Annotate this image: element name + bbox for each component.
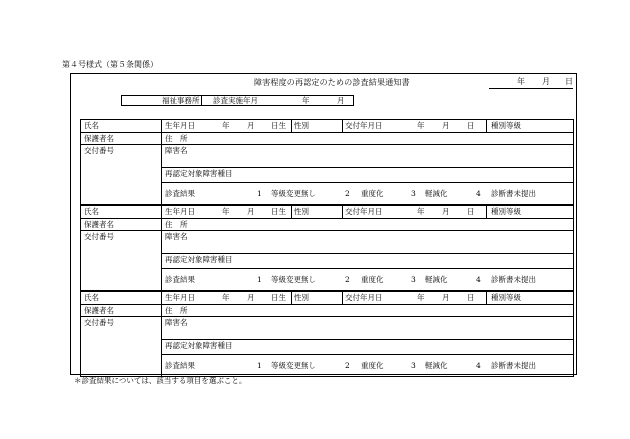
record-3-rule (161, 354, 574, 355)
record-2-issue-day: 日 (467, 207, 475, 216)
record-1-birth-day: 日生 (271, 121, 286, 130)
record-2-option-2-text: 重度化 (361, 275, 384, 284)
record-1-option-2-number: 2 (345, 189, 350, 198)
record-1-sex-label: 性別 (294, 121, 309, 130)
record-1-rule (161, 182, 574, 183)
form-number-label: 第４号様式（第５条関係） (62, 60, 158, 69)
record-3-sex-label: 性別 (294, 293, 309, 302)
issue-date-day: 日 (565, 77, 573, 86)
record-1-name-label: 氏名 (84, 121, 99, 130)
record-3-name-label: 氏名 (84, 293, 99, 302)
footnote: ＊診査結果については、該当する項目を選ぶこと。 (74, 376, 247, 385)
record-1-col-divider (342, 119, 343, 132)
record-2-sex-label: 性別 (294, 207, 309, 216)
record-1-option-3-number: 3 (411, 189, 416, 198)
record-1-option-2-text: 重度化 (361, 189, 384, 198)
record-2-col-divider (291, 205, 292, 218)
record-2-grade-label: 種別等級 (491, 207, 521, 216)
record-3-issue-year: 年 (417, 293, 425, 302)
record-1-birthdate-label: 生年月日 (165, 121, 195, 130)
record-2-issue-date-label: 交付年月日 (345, 207, 383, 216)
issue-date-month: 月 (542, 77, 550, 86)
record-2-issue-month: 月 (442, 207, 450, 216)
record-3-col-divider (342, 291, 343, 304)
record-2-col-divider (342, 205, 343, 218)
record-2-rule (161, 253, 574, 254)
record-2-label-col-divider (161, 205, 162, 291)
record-2-birth-day: 日生 (271, 207, 286, 216)
record-3-option-2-number: 2 (345, 361, 350, 370)
record-3-option-2-text: 重度化 (361, 361, 384, 370)
record-1-grade-label: 種別等級 (491, 121, 521, 130)
record-2-disability-name-label: 障害名 (165, 232, 188, 241)
record-2-option-1-text: 等級変更無し (271, 275, 316, 284)
record-1-option-4-text: 診断書未提出 (491, 189, 536, 198)
record-3-rule (161, 339, 574, 340)
record-3-col-divider (291, 291, 292, 304)
record-2-option-1-number: 1 (257, 275, 262, 284)
record-3-birth-year: 年 (222, 293, 230, 302)
record-3-option-3-number: 3 (411, 361, 416, 370)
record-1-rule (80, 132, 574, 133)
issue-date-year: 年 (517, 77, 525, 86)
record-1-issue-month: 月 (442, 121, 450, 130)
record-3-recert-type-label: 再認定対象障害種目 (165, 341, 233, 350)
record-1-issue-number-label: 交付番号 (84, 146, 114, 155)
record-2-option-2-number: 2 (345, 275, 350, 284)
record-1-disability-name-label: 障害名 (165, 146, 188, 155)
record-3-issue-number-label: 交付番号 (84, 318, 114, 327)
record-1-guardian-label: 保護者名 (84, 134, 114, 143)
record-3-option-4-text: 診断書未提出 (491, 361, 536, 370)
record-2-guardian-label: 保護者名 (84, 220, 114, 229)
record-3-rule (80, 304, 574, 305)
record-1-col-divider (291, 119, 292, 132)
office-label: 福祉事務所 (162, 96, 200, 105)
record-1-col-divider (486, 119, 487, 132)
record-1-issue-year: 年 (417, 121, 425, 130)
record-1-option-1-number: 1 (257, 189, 262, 198)
record-2-rule (80, 230, 574, 231)
record-3-option-3-text: 軽減化 (425, 361, 448, 370)
record-3-grade-label: 種別等級 (491, 293, 521, 302)
record-3-issue-day: 日 (467, 293, 475, 302)
record-2-name-label: 氏名 (84, 207, 99, 216)
record-1-result-label: 診査結果 (165, 189, 195, 198)
record-1-birth-month: 月 (247, 121, 255, 130)
record-2-birthdate-label: 生年月日 (165, 207, 195, 216)
record-1-birth-year: 年 (222, 121, 230, 130)
record-3-issue-month: 月 (442, 293, 450, 302)
record-2-option-3-number: 3 (411, 275, 416, 284)
record-2-recert-type-label: 再認定対象障害種目 (165, 255, 233, 264)
record-1-rule (80, 144, 574, 145)
record-2-option-3-text: 軽減化 (425, 275, 448, 284)
record-3-birthdate-label: 生年月日 (165, 293, 195, 302)
record-1-option-3-text: 軽減化 (425, 189, 448, 198)
record-2-rule (80, 218, 574, 219)
record-3-guardian-label: 保護者名 (84, 306, 114, 315)
record-3-birth-day: 日生 (271, 293, 286, 302)
record-3-option-4-number: 4 (476, 361, 481, 370)
record-3-option-1-text: 等級変更無し (271, 361, 316, 370)
record-2-issue-number-label: 交付番号 (84, 232, 114, 241)
record-3-rule (80, 316, 574, 317)
record-1-issue-day: 日 (467, 121, 475, 130)
record-1-issue-date-label: 交付年月日 (345, 121, 383, 130)
exam-date-month: 月 (337, 96, 345, 105)
record-1-label-col-divider (161, 119, 162, 205)
record-2-issue-year: 年 (417, 207, 425, 216)
record-2-birth-month: 月 (247, 207, 255, 216)
record-3-birth-month: 月 (247, 293, 255, 302)
record-3-issue-date-label: 交付年月日 (345, 293, 383, 302)
record-3-result-label: 診査結果 (165, 361, 195, 370)
record-2-col-divider (486, 205, 487, 218)
record-3-disability-name-label: 障害名 (165, 318, 188, 327)
record-3-col-divider (486, 291, 487, 304)
record-3-option-1-number: 1 (257, 361, 262, 370)
record-2-birth-year: 年 (222, 207, 230, 216)
record-2-address-label: 住 所 (165, 220, 188, 229)
record-1-recert-type-label: 再認定対象障害種目 (165, 169, 233, 178)
exam-date-label: 診査実施年月 (213, 96, 258, 105)
document-title: 障害程度の再認定のための診査結果通知書 (254, 78, 410, 87)
record-1-rule (161, 167, 574, 168)
record-1-address-label: 住 所 (165, 134, 188, 143)
record-2-rule (161, 268, 574, 269)
record-2-option-4-number: 4 (476, 275, 481, 284)
office-divider (201, 95, 202, 106)
exam-date-year: 年 (302, 96, 310, 105)
record-1-option-4-number: 4 (476, 189, 481, 198)
record-2-option-4-text: 診断書未提出 (491, 275, 536, 284)
record-3-label-col-divider (161, 291, 162, 377)
record-1-option-1-text: 等級変更無し (271, 189, 316, 198)
issue-date-underline (489, 88, 573, 89)
record-3-address-label: 住 所 (165, 306, 188, 315)
record-2-result-label: 診査結果 (165, 275, 195, 284)
